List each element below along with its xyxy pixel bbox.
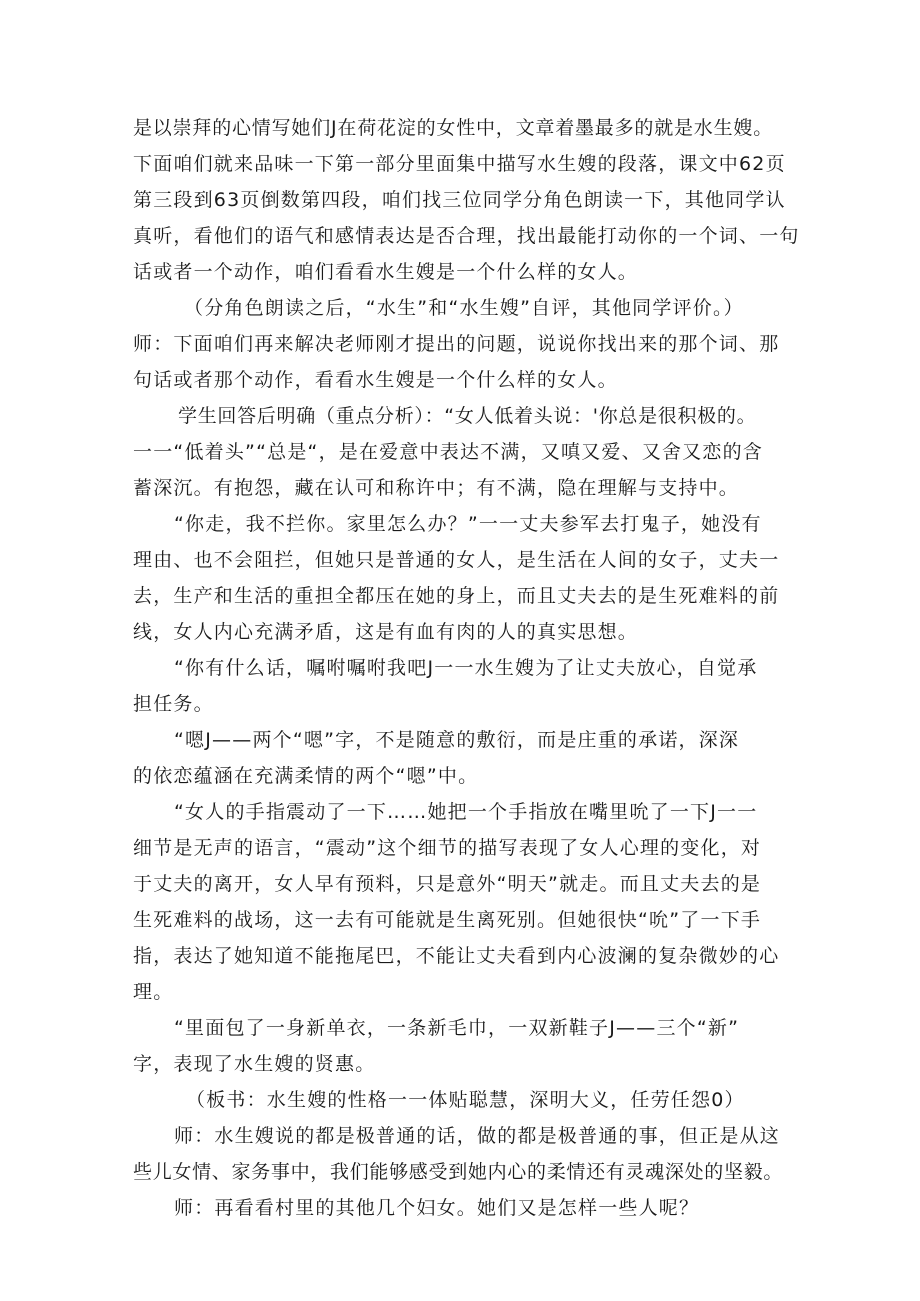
text-line: 下面咱们就来品味一下第一部分里面集中描写水生嫂的段落，课文中62页 <box>133 153 786 175</box>
text-line: 真听，看他们的语气和感情表达是否合理，找出最能打动你的一个词、一句 <box>133 225 800 247</box>
text-line: “你有什么话，嘱咐嘱咐我吧J一一水生嫂为了让丈夫放心，自觉承 <box>174 657 758 679</box>
text-line: 第三段到63页倒数第四段，咱们找三位同学分角色朗读一下，其他同学认 <box>133 189 786 211</box>
text-line: “里面包了一身新单衣，一条新毛巾，一双新鞋子J——三个“新” <box>174 1017 740 1039</box>
text-line: 理由、也不会阻拦，但她只是普通的女人，是生活在人间的女子，丈夫一 <box>133 549 780 571</box>
text-line: 句话或者那个动作，看看水生嫂是一个什么样的女人。 <box>133 369 618 391</box>
text-line: 师：水生嫂说的都是极普通的话，做的都是极普通的事，但正是从这 <box>174 1125 781 1147</box>
text-line: 指，表达了她知道不能拖尾巴，不能让丈夫看到内心波澜的复杂微妙的心 <box>133 945 780 967</box>
text-line: 话或者一个动作，咱们看看水生嫂是一个什么样的女人。 <box>133 261 639 283</box>
text-line: 理。 <box>133 981 174 1003</box>
text-line: （板书：水生嫂的性格一一体贴聪慧，深明大义，任劳任怨0） <box>186 1089 745 1111</box>
text-line: （分角色朗读之后，“水生”和“水生嫂”自评，其他同学评价。） <box>184 297 744 319</box>
text-line: 线，女人内心充满矛盾，这是有血有肉的人的真实思想。 <box>133 621 639 643</box>
text-line: 于丈夫的离开，女人早有预料，只是意外“明天”就走。而且丈夫去的是 <box>133 873 762 895</box>
text-line: 生死难料的战场，这一去有可能就是生离死别。但她很快“吮”了一下手 <box>133 909 762 931</box>
text-line: 学生回答后明确（重点分析）：“女人低着头说：'你总是很积极的。 <box>178 405 757 427</box>
text-line: 担任务。 <box>133 693 214 715</box>
text-line: 细节是无声的语言，“震动”这个细节的描写表现了女人心理的变化，对 <box>133 837 762 859</box>
text-line: 的依恋蕴涵在充满柔情的两个“嗯”中。 <box>133 765 479 787</box>
text-line: 蓄深沉。有抱怨，藏在认可和称许中；有不满，隐在理解与支持中。 <box>133 477 740 499</box>
text-line: 师：下面咱们再来解决老师刚才提出的问题，说说你找出来的那个词、那 <box>133 333 780 355</box>
text-line: 师：再看看村里的其他几个妇女。她们又是怎样一些人呢？ <box>174 1197 700 1219</box>
text-line: “女人的手指震动了一下……她把一个手指放在嘴里吮了一下J一一 <box>174 801 758 823</box>
text-line: “你走，我不拦你。家里怎么办？”一一丈夫参军去打鬼子，她没有 <box>174 513 762 535</box>
text-line: 去，生产和生活的重担全都压在她的身上，而且丈夫去的是生死难料的前 <box>133 585 780 607</box>
text-line: 一一“低着头”“总是“，是在爱意中表达不满，又嗔又爱、又舍又恋的含 <box>133 441 763 463</box>
text-line: 字，表现了水生嫂的贤惠。 <box>133 1053 376 1075</box>
text-line: 是以崇拜的心情写她们J在荷花淀的女性中，文章着墨最多的就是水生嫂。 <box>133 117 774 139</box>
text-line: “嗯J——两个“嗯”字，不是随意的敷衍，而是庄重的承诺，深深 <box>174 729 740 751</box>
text-line: 些儿女情、家务事中，我们能够感受到她内心的柔情还有灵魂深处的坚毅。 <box>133 1161 784 1183</box>
